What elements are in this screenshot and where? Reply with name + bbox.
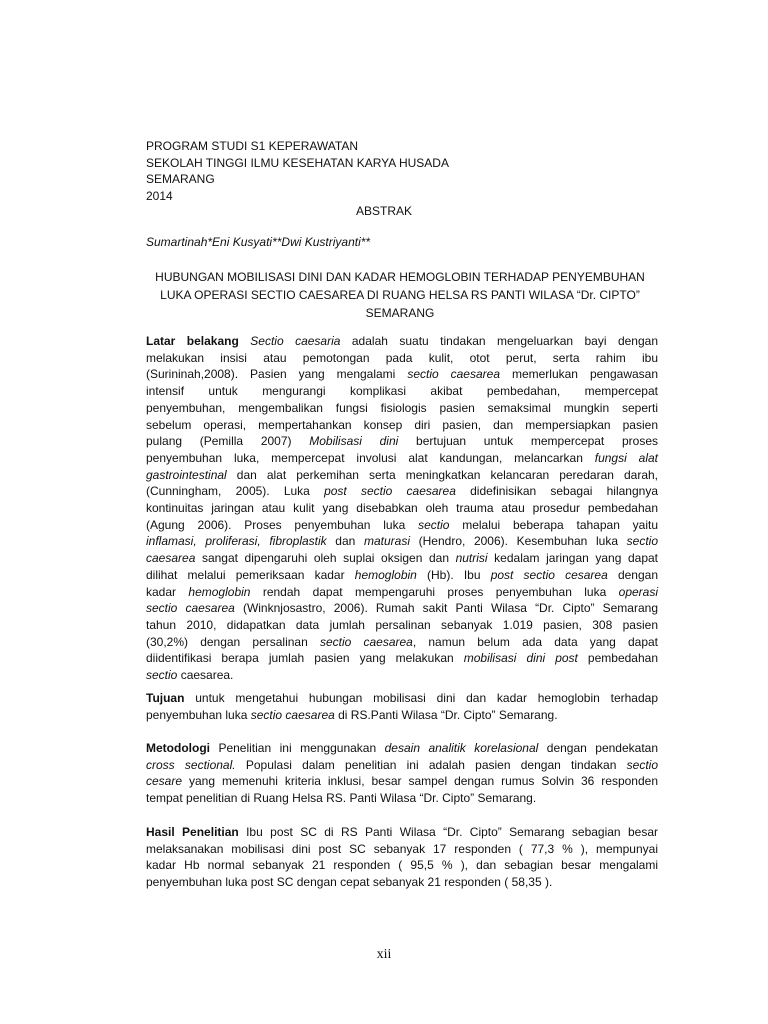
text-line: tempat penelitian di Ruang Helsa RS. Panti Wilasa “Dr. Cipto” Semarang. xyxy=(146,791,537,806)
text-run: penyembuhan luka, mempercepat involusi alat kandungan, melancarkan xyxy=(146,450,595,465)
text-run: untuk mengetahui hubungan mobilisasi dini dan kadar hemoglobin terhadap xyxy=(184,691,658,705)
authors: Sumartinah*Eni Kusyati**Dwi Kustriyanti** xyxy=(146,235,371,249)
text-run: (Surininah,2008). Pasien yang mengalami xyxy=(146,367,408,382)
italic-term: cross sectional. xyxy=(146,757,236,772)
text-run: Penelitian ini menggunakan xyxy=(209,741,385,755)
text-run: dilihat melalui pemeriksaan kadar xyxy=(146,567,355,582)
text-run: didefinisikan sebagai hilangnya xyxy=(455,484,659,499)
text-run: di RS.Panti Wilasa “Dr. Cipto” Semarang. xyxy=(334,707,558,722)
section-label: Tujuan xyxy=(146,691,185,705)
header-year: 2014 xyxy=(146,188,173,203)
italic-term: sectio caesarea xyxy=(146,601,235,616)
title-line: LUKA OPERASI SECTIO CAESAREA DI RUANG HELSA RS PANTI WILASA “Dr. CIPTO” xyxy=(160,288,640,302)
italic-term: post sectio caesarea xyxy=(324,484,456,499)
header-line: PROGRAM STUDI S1 KEPERAWATAN xyxy=(146,139,359,153)
text-run: (30,2%) dengan persalinan xyxy=(146,634,320,649)
text-run: melalui beberapa tahapan yaitu xyxy=(449,517,659,532)
institution-header xyxy=(146,138,449,204)
page-number: xii xyxy=(376,947,392,962)
italic-term: sectio xyxy=(626,757,658,772)
text-run: penyembuhan luka xyxy=(146,707,251,722)
methodology-paragraph xyxy=(146,740,658,807)
text-line: intensif untuk mengurangi komplikasi akibat pembedahan, mempercepat xyxy=(146,384,658,399)
abstrak-heading: ABSTRAK xyxy=(355,204,412,218)
text-run: (Winknjosastro, 2006). Rumah sakit Panti Wilasa “Dr. Cipto” Semarang xyxy=(234,601,658,616)
text-run: pembedahan xyxy=(577,651,658,666)
text-line: melaksanakan mobilisasi dini post SC sebanyak 17 responden ( 77,3 % ), mempunyai xyxy=(146,841,658,856)
text-run: adalah suatu tindakan mengeluarkan bayi dengan xyxy=(340,334,658,348)
text-run: dan alat perkemihan serta meningkatkan kelancaran peredaran darah, xyxy=(226,467,658,482)
text-line: penyembuhan, mengembalikan fungsi fisiologis pasien semaksimal mungkin seperti xyxy=(146,400,658,415)
italic-term: desain analitik korelasional xyxy=(384,741,539,755)
text-run: dengan pendekatan xyxy=(538,741,659,755)
text-line: kontinuitas jaringan atau kulit yang disebabkan oleh trauma atau prosedur pembedahan xyxy=(146,501,658,516)
section-label: Hasil Penelitian xyxy=(146,825,239,839)
italic-term: operasi xyxy=(618,584,658,599)
paper-title xyxy=(140,268,660,322)
italic-term: hemoglobin xyxy=(354,567,417,582)
italic-term: maturasi xyxy=(363,534,410,549)
italic-term: sectio xyxy=(626,534,658,549)
italic-term: post sectio cesarea xyxy=(490,567,608,582)
italic-term: nutrisi xyxy=(455,551,488,566)
text-run: (Cunningham, 2005). Luka xyxy=(146,484,325,499)
text-line: melakukan insisi atau pemotongan pada kulit, otot perut, serta rahim ibu xyxy=(146,350,658,365)
italic-term: sectio caesarea xyxy=(407,367,500,382)
text-run: kadar xyxy=(146,584,189,599)
header-line: SEKOLAH TINGGI ILMU KESEHATAN KARYA HUSADA xyxy=(146,155,449,170)
text-line: tahun 2010, didapatkan data jumlah persalinan sebanyak 1.019 pasien, 308 pasien xyxy=(146,617,658,632)
text-run: rendah dapat mempengaruhi proses penyembuhan luka xyxy=(250,584,619,599)
section-label: Metodologi xyxy=(146,741,210,755)
text-run: (Hb). Ibu xyxy=(416,567,491,582)
results-paragraph xyxy=(146,824,658,891)
header-line: SEMARANG xyxy=(146,172,215,186)
text-line: penyembuhan luka post SC dengan cepat sebanyak 21 responden ( 58,35 ). xyxy=(146,875,553,890)
italic-term: hemoglobin xyxy=(188,584,251,599)
italic-term: sectio caesarea xyxy=(250,707,335,722)
title-line: HUBUNGAN MOBILISASI DINI DAN KADAR HEMOGLOBIN TERHADAP PENYEMBUHAN xyxy=(155,270,645,284)
text-line: sebelum operasi, mempertahankan konsep diri pasien, dan mempersiapkan pasien xyxy=(146,417,658,432)
italic-term: sectio xyxy=(146,668,178,683)
italic-term: caesarea xyxy=(146,551,196,566)
text-run: (Hendro, 2006). Kesembuhan luka xyxy=(410,534,627,549)
section-label: Latar belakang xyxy=(146,334,239,348)
italic-term: Sectio caesaria xyxy=(250,334,341,348)
italic-term: fungsi alat xyxy=(594,450,659,465)
text-run: dengan xyxy=(607,567,658,582)
text-run: , namun belum ada data yang dapat xyxy=(412,634,659,649)
objective-paragraph xyxy=(146,690,658,723)
text-run: kedalam jaringan yang dapat xyxy=(487,551,658,566)
text-run: diidentifikasi berapa jumlah pasien yang melakukan xyxy=(146,651,464,666)
title-line: SEMARANG xyxy=(365,306,435,320)
italic-term: gastrointestinal xyxy=(146,467,227,482)
text-run: Populasi dalam penelitian ini adalah pasien dengan tindakan xyxy=(235,757,627,772)
text-run: pulang (Pemilla 2007) xyxy=(146,434,310,449)
text-run: sangat dipengaruhi oleh suplai oksigen dan xyxy=(195,551,456,566)
text-run: (Agung 2006). Proses penyembuhan luka xyxy=(146,517,419,532)
italic-term: Mobilisasi dini xyxy=(309,434,399,449)
text-run: yang memenuhi kriteria inklusi, besar sampel dengan rumus Solvin 36 responden xyxy=(182,774,658,789)
text-run: memerlukan pengawasan xyxy=(500,367,659,382)
italic-term: cesare xyxy=(146,774,183,789)
italic-term: mobilisasi dini post xyxy=(463,651,578,666)
background-paragraph xyxy=(146,333,658,684)
italic-term: sectio xyxy=(418,517,450,532)
text-run: Ibu post SC di RS Panti Wilasa “Dr. Cipto” Semarang sebagian besar xyxy=(238,825,658,839)
text-run: dan xyxy=(326,534,364,549)
text-run: caesarea. xyxy=(177,668,234,683)
italic-term: inflamasi, proliferasi, fibroplastik xyxy=(146,534,327,549)
text-run: bertujuan untuk mempercepat proses xyxy=(398,434,658,449)
italic-term: sectio caesarea xyxy=(319,634,413,649)
text-line: kadar Hb normal sebanyak 21 responden ( 95,5 % ), dan sebagian besar mengalami xyxy=(146,858,658,873)
